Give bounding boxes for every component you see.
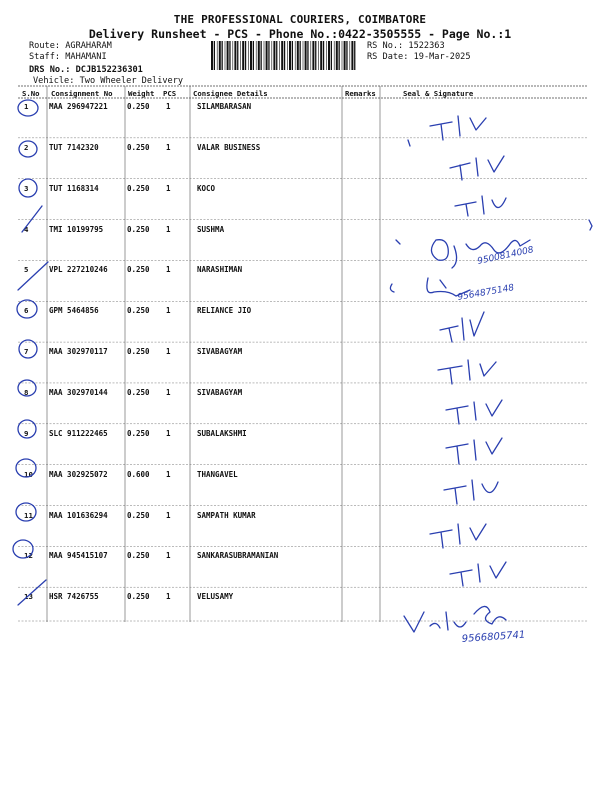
row-pcs: 1: [166, 510, 171, 520]
row-pcs: 1: [166, 551, 171, 561]
signature-row-3: [455, 196, 506, 216]
row-consignee: SUBALAKSHMI: [197, 428, 247, 438]
sno-tick-4: [22, 206, 42, 232]
runsheet-title: Delivery Runsheet - PCS - Phone No.:0422-3505555 - Page No.:1: [88, 27, 512, 41]
sno-circle-1: [18, 100, 38, 116]
stray-mark-4: [408, 140, 410, 146]
col-header-weight: Weight: [128, 89, 155, 98]
signature-row-12: [450, 562, 506, 586]
row-consignment: SLC 911222465: [49, 428, 108, 438]
row-consignment: MAA 101636294: [49, 510, 108, 520]
row-consignee: SAMPATH KUMAR: [197, 510, 256, 520]
col-header-remarks: Remarks: [345, 89, 376, 98]
company-name: THE PROFESSIONAL COURIERS, COIMBATORE: [173, 13, 427, 26]
row-sno: 13: [24, 592, 33, 602]
stray-mark-1: [589, 220, 592, 230]
row-consignee: SIVABAGYAM: [197, 387, 243, 397]
row-consignment: MAA 302970117: [49, 347, 108, 357]
row-weight: 0.250: [127, 306, 150, 316]
staff-label: Staff:: [29, 51, 61, 62]
signature-row-8: [446, 400, 502, 424]
row-sno: 9: [24, 428, 29, 438]
row-consignee: SUSHMA: [197, 224, 225, 234]
drs-value: DCJB152236301: [75, 65, 143, 76]
sno-circle-7: [19, 340, 37, 358]
sno-circle-6: [17, 300, 37, 318]
sno-tick-5: [18, 262, 48, 290]
row-consignment: GPM 5464856: [49, 306, 99, 316]
row-consignee: NARASHIMAN: [197, 265, 243, 275]
row-consignee: SIVABAGYAM: [197, 347, 243, 357]
handwritten-phone-row13: 9566805741: [461, 629, 526, 645]
row-weight: 0.250: [127, 224, 150, 234]
staff-value: MAHAMANI: [65, 51, 107, 62]
row-sno: 2: [24, 142, 29, 152]
row-weight: 0.250: [127, 265, 150, 275]
row-consignee: RELIANCE JIO: [197, 306, 252, 316]
vehicle-label: Vehicle:: [33, 75, 75, 86]
row-weight: 0.250: [127, 551, 150, 561]
sno-circle-11: [16, 503, 36, 521]
row-weight: 0.600: [127, 469, 150, 479]
signature-row-7: [438, 360, 496, 384]
row-consignment: TUT 7142320: [49, 142, 99, 152]
col-header-pcs: PCS: [163, 89, 177, 98]
handwritten-phone-row4: 9500814008: [476, 245, 535, 267]
row-consignee: SANKARASUBRAMANIAN: [197, 551, 279, 561]
row-pcs: 1: [166, 347, 171, 357]
row-sno: 8: [24, 387, 29, 397]
row-consignment: TUT 1168314: [49, 183, 99, 193]
drs-label: DRS No.:: [29, 65, 71, 76]
row-sno: 11: [24, 510, 33, 520]
row-consignment: MAA 302925072: [49, 469, 108, 479]
row-pcs: 1: [166, 142, 171, 152]
signature-row-13: [404, 606, 506, 632]
row-pcs: 1: [166, 265, 171, 275]
sno-tick-13: [18, 580, 46, 605]
row-consignment: VPL 227210246: [49, 265, 108, 275]
signature-row-11: [430, 524, 486, 548]
row-consignee: KOCO: [197, 183, 216, 193]
col-header-seal: Seal & Signature: [403, 89, 474, 98]
signature-row-1: [430, 116, 486, 140]
row-consignment: TMI 10199795: [49, 224, 104, 234]
rs-date-label: RS Date:: [367, 51, 409, 62]
row-consignee: VELUSAMY: [197, 592, 234, 602]
vehicle-value: Two Wheeler Delivery: [79, 75, 184, 86]
row-pcs: 1: [166, 224, 171, 234]
sno-circle-8: [18, 380, 36, 396]
rs-no-label: RS No.:: [367, 41, 404, 51]
signature-row-9: [446, 438, 502, 464]
row-weight: 0.250: [127, 347, 150, 357]
rs-date-value: 19-Mar-2025: [413, 51, 471, 62]
col-header-sno: S.No: [22, 89, 40, 98]
row-consignee: THANGAVEL: [197, 469, 238, 479]
route-label: Route:: [29, 41, 61, 51]
row-weight: 0.250: [127, 592, 150, 602]
stray-mark-2: [396, 240, 400, 244]
row-sno: 1: [24, 102, 29, 111]
row-sno: 7: [24, 347, 29, 357]
sno-circle-2: [19, 141, 37, 157]
row-consignment: MAA 945415107: [49, 551, 108, 561]
sno-circle-12: [13, 540, 33, 561]
row-sno: 6: [24, 306, 29, 316]
row-sno: 12: [24, 551, 33, 561]
row-weight: 0.250: [127, 102, 150, 111]
row-sno: 5: [24, 265, 29, 275]
col-header-consignment: Consignment No: [51, 89, 113, 98]
route-value: AGRAHARAM: [65, 41, 112, 51]
row-pcs: 1: [166, 102, 171, 111]
signature-row-2: [450, 156, 504, 180]
row-weight: 0.250: [127, 428, 150, 438]
row-consignee: VALAR BUSINESS: [197, 142, 261, 152]
signature-row-6: [440, 312, 484, 342]
row-sno: 4: [24, 224, 29, 234]
row-weight: 0.250: [127, 183, 150, 193]
sno-circle-10: [16, 459, 36, 477]
row-pcs: 1: [166, 428, 171, 438]
row-pcs: 1: [166, 592, 171, 602]
row-consignment: MAA 296947221: [49, 102, 108, 111]
col-header-consignee: Consignee Details: [193, 89, 268, 98]
row-weight: 0.250: [127, 387, 150, 397]
stray-mark-3: [390, 284, 394, 292]
rs-no-value: 1522363: [408, 41, 445, 51]
row-weight: 0.250: [127, 142, 150, 152]
signature-row-10: [444, 480, 498, 504]
row-sno: 3: [24, 183, 29, 193]
row-pcs: 1: [166, 387, 171, 397]
row-weight: 0.250: [127, 510, 150, 520]
row-sno: 10: [24, 469, 33, 479]
row-pcs: 1: [166, 183, 171, 193]
row-pcs: 1: [166, 469, 171, 479]
row-pcs: 1: [166, 306, 171, 316]
row-consignment: HSR 7426755: [49, 592, 99, 602]
handwritten-phone-row5: 9564875148: [456, 283, 515, 303]
sno-circle-3: [19, 179, 37, 197]
sno-circle-9: [18, 420, 36, 438]
row-consignee: SILAMBARASAN: [197, 102, 252, 111]
row-consignment: MAA 302970144: [49, 387, 108, 397]
